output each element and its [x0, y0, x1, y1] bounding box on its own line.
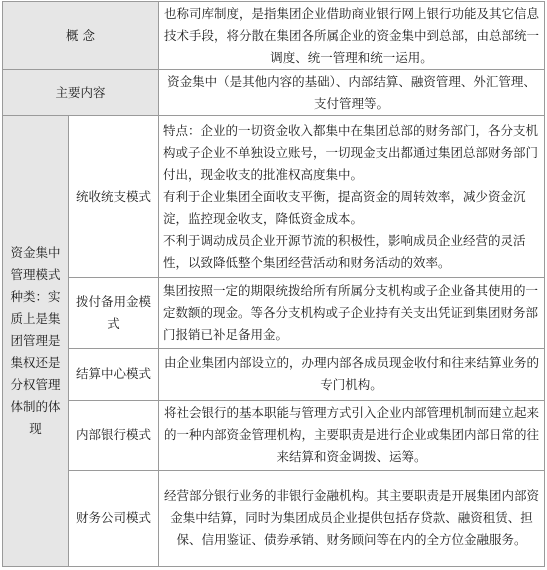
- mode-name: 拨付备用金模式: [69, 278, 159, 348]
- mode-description-paragraph: 集团按照一定的期限统拨给所有所属分支机构或子企业备其使用的一定数额的现金。等各分支机构或子企业持有关支出凭证到集团财务部门报销已补足备用金。: [163, 283, 539, 343]
- main-content-row: [3, 70, 545, 116]
- mode-name: 内部银行模式: [69, 400, 159, 470]
- main-content-text: 资金集中（是其他内容的基础）、内部结算、融资管理、外汇管理、支付管理等。: [159, 70, 545, 116]
- mode-row-finance-company: [3, 470, 545, 566]
- mode-row-imprest: [3, 278, 545, 348]
- mode-description-paragraph: 不利于调动成员企业开源节流的积极性，影响成员企业经营的灵活性，以致降低整个集团经营活动和财务活动的效率。: [163, 232, 526, 270]
- mode-name: 结算中心模式: [69, 348, 159, 400]
- mode-description-paragraph: 将社会银行的基本职能与管理方式引入企业内部管理机制而建立起来的一种内部资金管理机构，主要职责是进行企业或集团内部日常的往来结算和资金调拨、运筹。: [164, 405, 540, 465]
- concept-row: [3, 2, 545, 70]
- mode-description: [159, 470, 545, 566]
- main-content-label: 主要内容: [3, 70, 159, 116]
- mode-group-label: 资金集中管理模式种类：实质上是集团管理是集权还是分权管理体制的体现: [3, 116, 69, 567]
- concept-text: 也称司库制度，是指集团企业借助商业银行网上银行功能及其它信息技术手段，将分散在集团各所属企业的资金集中到总部，由总部统一调度、统一管理和统一运用。: [159, 2, 545, 70]
- concept-label: 概 念: [3, 2, 159, 70]
- mode-description: [159, 400, 545, 470]
- mode-name: 统收统支模式: [69, 116, 159, 278]
- mode-description: [159, 278, 545, 348]
- mode-description: [159, 348, 545, 400]
- fund-centralization-table: [2, 1, 545, 567]
- mode-description-paragraph: 有利于企业集团全面收支平衡，提高资金的周转效率，减少资金沉淀，监控现金收支，降低资金成本。: [163, 188, 526, 226]
- mode-description-paragraph: 经营部分银行业务的非银行金融机构。其主要职责是开展集团内部资金集中结算，同时为集团成员企业提供包括存贷款、融资租赁、担保、信用鉴证、债券承销、财务顾问等在内的全方位金融服务。: [164, 488, 540, 548]
- mode-row-settlement: [3, 348, 545, 400]
- mode-description-paragraph: 由企业集团内部设立的，办理内部各成员现金收付和往来结算业务的专门机构。: [164, 355, 540, 393]
- mode-name: 财务公司模式: [69, 470, 159, 566]
- mode-row-unified: [3, 116, 545, 278]
- mode-row-internal-bank: [3, 400, 545, 470]
- mode-description: [159, 116, 545, 278]
- mode-description-paragraph: 特点：企业的一切资金收入都集中在集团总部的财务部门，各分支机构或子企业不单独设立账号，一切现金支出都通过集团总部财务部门付出，现金收支的批准权高度集中。: [163, 122, 539, 182]
